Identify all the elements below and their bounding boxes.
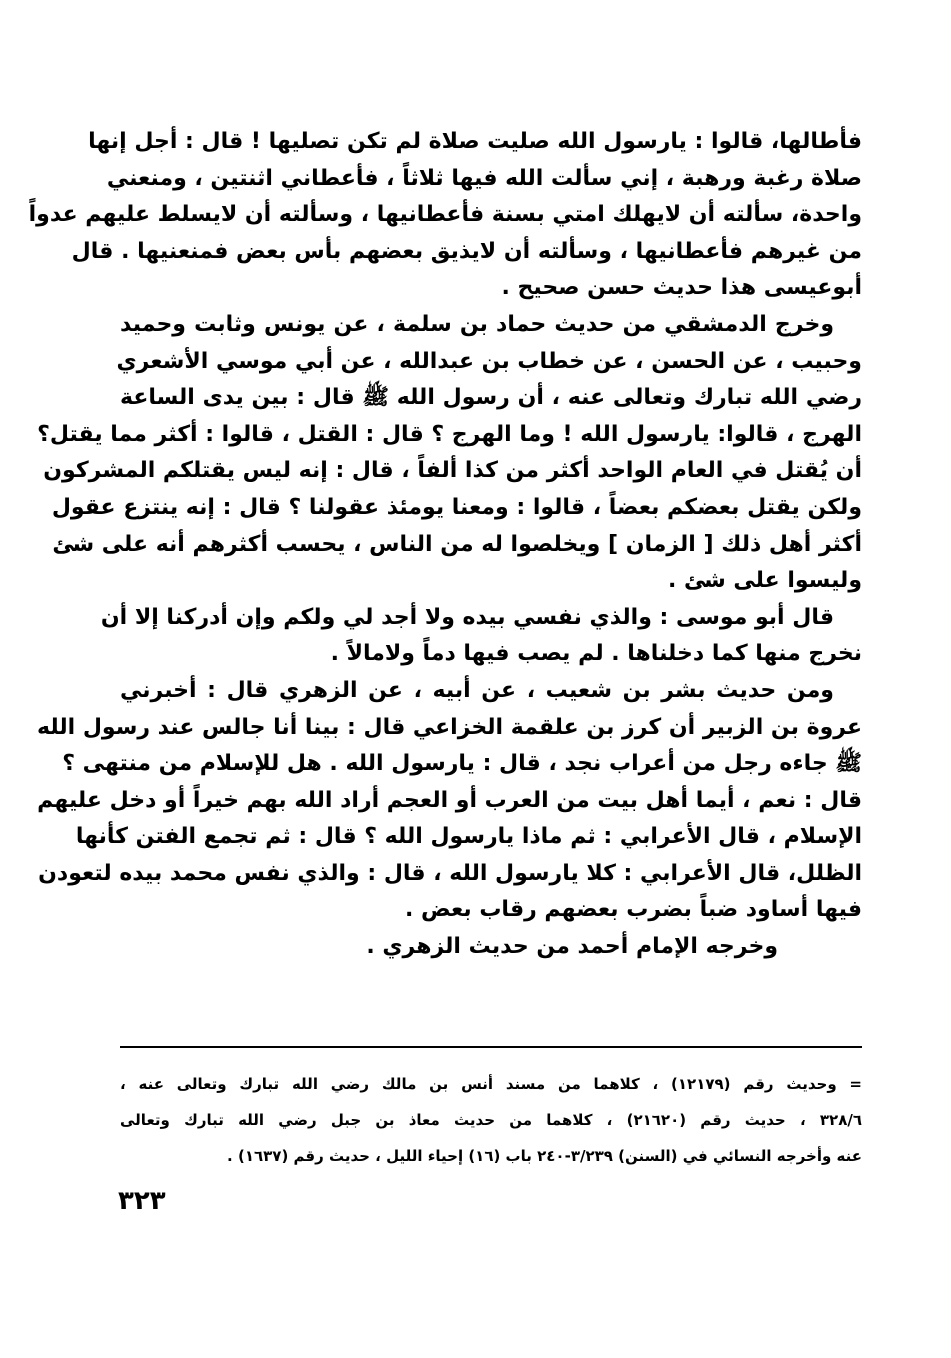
footnote-line: عنه وأخرجه النسائي في (السنن) ٣/٢٣٩-٢٤٠ باب (١٦) إحياء الليل ، حديث رقم (١٦٣٧) . xyxy=(227,1147,862,1165)
text-line: صلاة رغبة ورهبة ، إني سألت الله فيها ثلاثاً ، فأعطاني اثنتين ، ومنعني xyxy=(106,165,862,191)
text-line: أبوعيسى هذا حديث حسن صحيح . xyxy=(501,275,862,301)
text-line: وليسوا على شئ . xyxy=(667,568,862,594)
text-line: من غيرهم فأعطانيها ، وسألته أن لايذيق بعضهم بأس بعض فمنعنيها . قال xyxy=(71,238,862,264)
text-line: ولكن يقتل بعضكم بعضاً ، قالوا : ومعنا يومئذ عقولنا ؟ قال : إنه ينتزع عقول xyxy=(51,494,862,520)
text-line: وخرج الدمشقي من حديث حماد بن سلمة ، عن يونس وثابت وحميد xyxy=(120,311,834,337)
text-line: فيها أساود ضباً بضرب بعضهم رقاب بعض . xyxy=(404,897,862,923)
text-line: رضي الله تبارك وتعالى عنه ، أن رسول الله ﷺ قال : بين يدى الساعة xyxy=(120,385,862,411)
text-line: قال أبو موسى : والذي نفسي بيده ولا أجد لي ولكم وإن أدركنا إلا أن xyxy=(100,604,834,630)
text-line: الظلل، قال الأعرابي : كلا يارسول الله ، قال : والذي نفس محمد بيده لتعودن xyxy=(38,860,862,886)
page-number: ٣٢٣ xyxy=(118,1186,166,1216)
text-line: نخرج منها كما دخلناها . لم يصب فيها دماً ولامالاً . xyxy=(330,641,862,667)
footnote-line: ٣٢٨/٦ ، حديث رقم (٢١٦٢٠) ، كلاهما من حديث معاذ بن جبل رضي الله تبارك وتعالى xyxy=(120,1111,862,1129)
text-line: قال : نعم ، أيما أهل بيت من العرب أو العجم أراد الله بهم خيراً أو دخل عليهم xyxy=(37,787,862,813)
text-line: فأطالها، قالوا : يارسول الله صليت صلاة لم تكن تصليها ! قال : أجل إنها xyxy=(88,129,862,154)
text-line: أكثر أهل ذلك [ الزمان ] ويخلصوا له من الناس ، يحسب أكثرهم أنه على شئ xyxy=(52,531,862,557)
text-line: الهرج ، قالوا: يارسول الله ! وما الهرج ؟ قال : القتل ، قالوا : أكثر مما يقتل؟ xyxy=(37,421,862,447)
main-text-block xyxy=(28,124,862,966)
footnote-divider xyxy=(120,1046,862,1048)
footnote-line: = وحديث رقم (١٢١٧٩) ، كلاهما من مسند أنس بن مالك رضي الله تبارك وتعالى عنه ، xyxy=(120,1075,862,1093)
text-line: وحبيب ، عن الحسن ، عن خطاب بن عبدالله ، عن أبي موسي الأشعري xyxy=(116,348,862,374)
text-line: واحدة، سألته أن لايهلك امتي بسنة فأعطانيها ، وسألته أن لايسلط عليهم عدواً xyxy=(28,202,862,228)
text-line: ومن حديث بشر بن شعيب ، عن أبيه ، عن الزهري قال : أخبرني xyxy=(120,677,834,703)
text-line: الإسلام ، قال الأعرابي : ثم ماذا يارسول الله ؟ قال : ثم تجمع الفتن كأنها xyxy=(75,824,862,850)
footnotes-block xyxy=(120,1066,862,1174)
text-line: وخرجه الإمام أحمد من حديث الزهري . xyxy=(366,934,778,960)
text-line: ﷺ جاءه رجل من أعراب نجد ، قال : يارسول الله . هل للإسلام من منتهى ؟ xyxy=(62,751,862,777)
text-line: عروة بن الزبير أن كرز بن علقمة الخزاعي قال : بينا أنا جالس عند رسول الله xyxy=(37,714,862,740)
text-line: أن يُقتل في العام الواحد أكثر من كذا ألفاً ، قال : إنه ليس يقتلكم المشركون xyxy=(43,458,862,484)
